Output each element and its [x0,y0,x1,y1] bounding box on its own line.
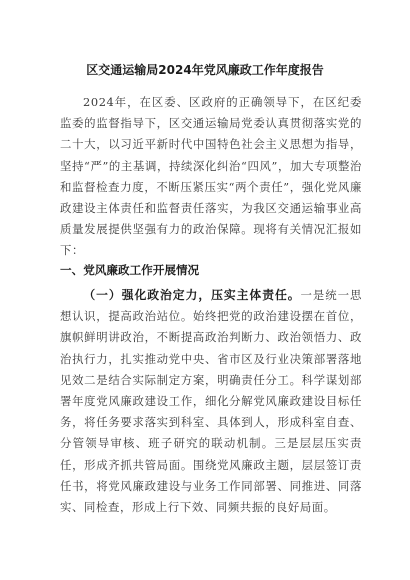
subsection-heading: （一）强化政治定力，压实主体责任。 [83,288,301,302]
intro-paragraph [60,92,362,262]
intro-paragraph-text: 2024年，在区委、区政府的正确领导下，在区纪委监委的监督指导下，区交通运输局党委认真贯彻落实党的二十大，以习近平新时代中国特色社会主义思想为指导，坚持“严”的主基调，持续深化纠治“四风”，加大专项整治和监督检查力度，不断压紧压实“两个责任”，强化党风廉政建设主体责任和监督责任落实，为我区交通运输事业高质量发展提供坚强有力的政治保障。现将有关情况汇报如下： [60,95,362,258]
subsection-body-text: 一是统一思想认识，提高政治站位。始终把党的政治建设摆在首位，旗帜鲜明讲政治，不断提高政治判断力、政治领悟力、政治执行力，扎实推动党中央、省市区及行业决策部署落地见效二是结合实际制定方案，明确责任分工。科学谋划部署年度党风廉政建设工作，细化分解党风廉政建设目标任务，将任务要求落实到科室、具体到人，形成科室自查、分管领导审核、班子研究的联动机制。三是层层压实责任，形成齐抓共管局面。围绕党风廉政主题，层层签订责任书，将党风廉政建设与业务工作同部署、同推进、同落实、同检查，形成上行下效、同频共振的良好局面。 [60,288,362,515]
section-heading: 一、党风廉政工作开展情况 [60,263,200,277]
subsection-paragraph [60,285,362,518]
document-title: 区交通运输局2024年党风廉政工作年度报告 [86,63,324,77]
